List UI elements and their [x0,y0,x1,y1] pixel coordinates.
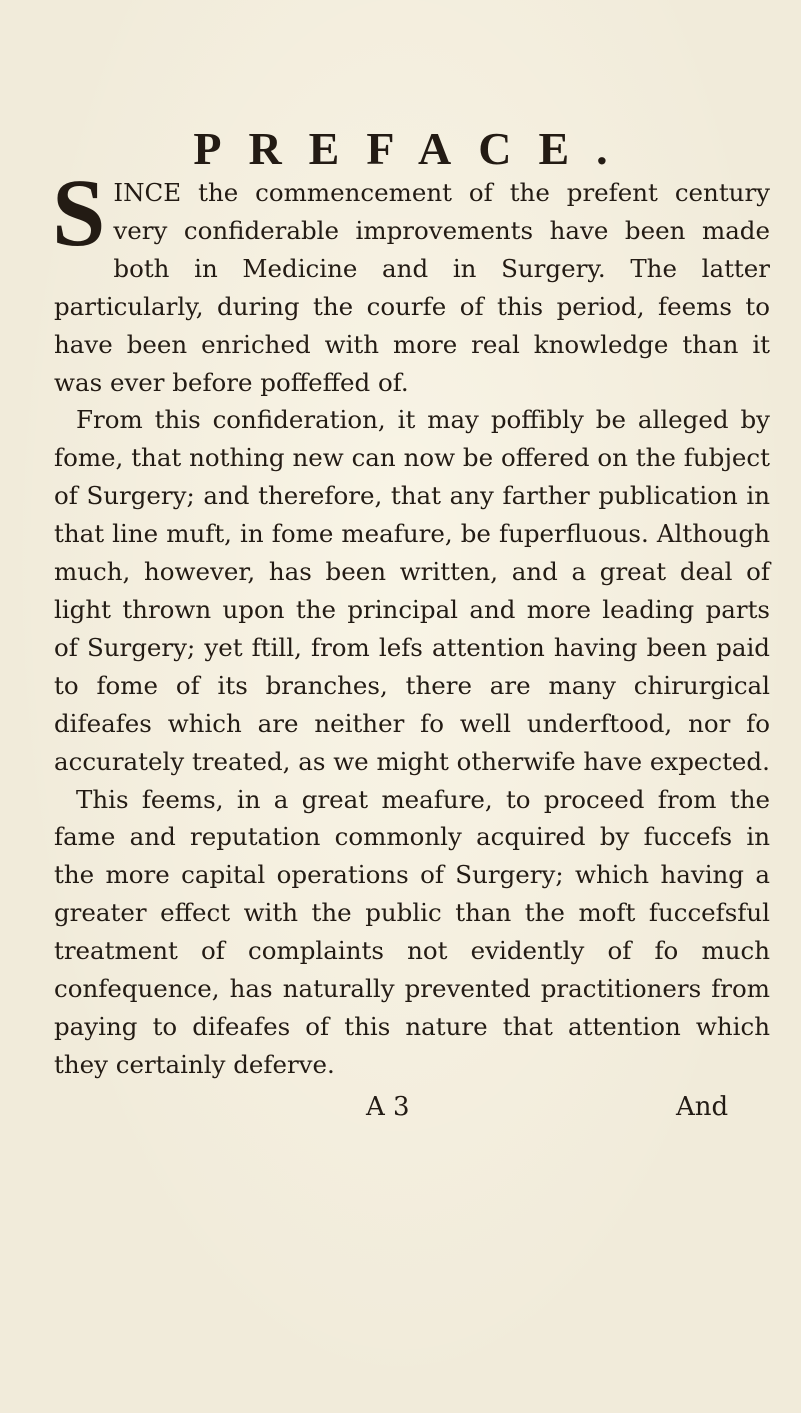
paragraph-1 [52,159,770,401]
signature-mark: A 3 [366,1092,410,1122]
catchword: And [676,1092,729,1122]
page-footer [0,1092,801,1132]
body-text [52,159,770,1084]
paragraph-text: This feems, in a great meafure, to proceed from the fame and reputation commonly acquired by fuccefs in the more capital operations of Surgery; which having a greater effect with the public than the moft fuccefsful treatment of complaints not evidently of fo much confequence, has naturally prevented practitioners from paying to difeafes of this nature that attention which they certainly deferve. [54,784,770,1079]
paragraph-3 [54,781,770,1084]
paragraph-text: From this confideration, it may poffibly be alleged by fome, that nothing new can now be offered on the fubject of Surgery; and therefore, that any farther publication in that line muft, in fome meafure, be fuperfluous. Although much, however, has been written, and a great deal of light thrown upon the principal and more leading parts of Surgery; yet ftill, from lefs attention having been paid to fome of its branches, there are many chirurgical difeafes which are neither fo well underftood, nor fo accurately treated, as we might otherwife have expected. [54,405,770,776]
paragraph-2 [54,401,770,780]
drop-cap: S [52,159,106,266]
paragraph-text: INCE the commencement of the prefent century very confiderable improvements have been made both in Medicine and in Surgery. The latter particularly, during the courfe of this period, feems to have been enriched with more real knowledge than it was ever before poffeffed of. [54,178,770,397]
page-heading: PREFACE. [193,123,635,174]
